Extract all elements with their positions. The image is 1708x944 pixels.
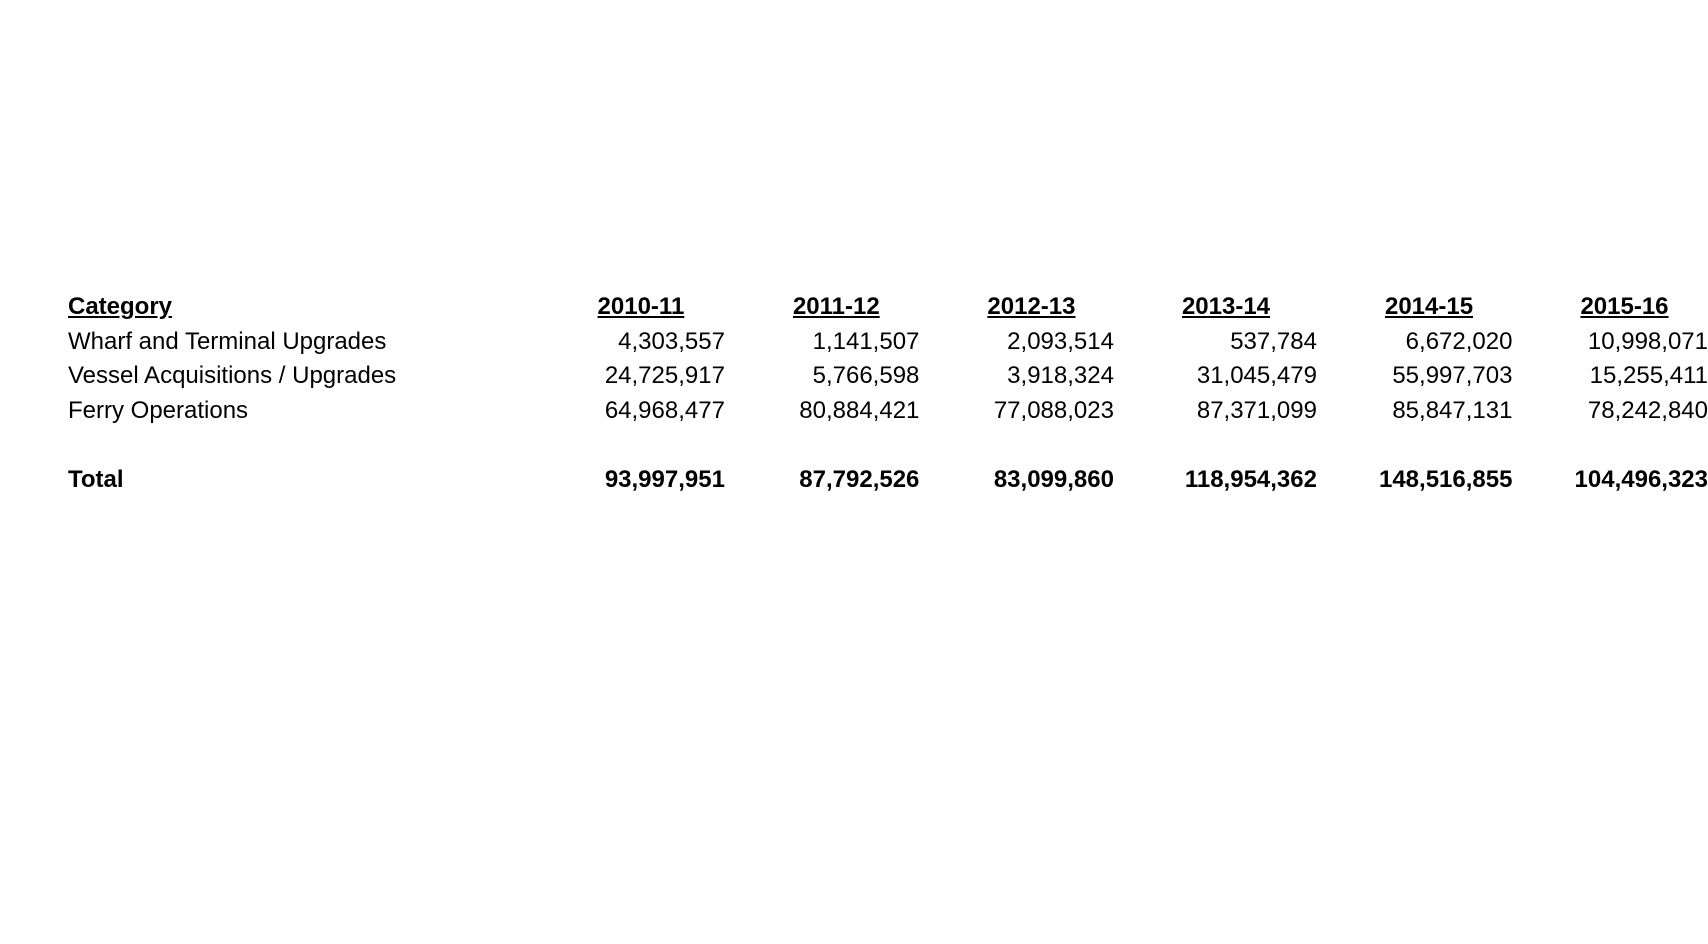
row-category: Vessel Acquisitions / Upgrades: [68, 362, 397, 389]
row-value: 78,242,840: [1587, 396, 1708, 424]
spacer-row: [68, 428, 1708, 463]
row-value: 537,784: [1230, 327, 1317, 355]
row-value: 77,088,023: [993, 396, 1114, 424]
row-value: 85,847,131: [1392, 396, 1513, 424]
row-value: 6,672,020: [1405, 327, 1513, 355]
total-value: 104,496,323: [1574, 466, 1708, 493]
row-value: 55,997,703: [1392, 362, 1513, 389]
row-value: 87,371,099: [1196, 396, 1317, 424]
header-year: 2015-16: [1580, 293, 1669, 320]
total-value: 93,997,951: [604, 466, 725, 493]
row-value: 64,968,477: [604, 396, 725, 424]
header-year: 2014-15: [1384, 293, 1474, 320]
row-value: 24,725,917: [604, 362, 725, 389]
row-value: 80,884,421: [799, 396, 920, 424]
row-value: 15,255,411: [1589, 362, 1708, 389]
total-label: Total: [68, 466, 124, 493]
row-value: 4,303,557: [618, 327, 725, 355]
table-row: [68, 325, 1708, 360]
table-row: [68, 394, 1708, 429]
row-category: Ferry Operations: [68, 396, 249, 424]
total-value: 148,516,855: [1378, 466, 1513, 493]
total-value: 118,954,362: [1184, 466, 1317, 493]
row-value: 3,918,324: [1007, 362, 1114, 389]
row-value: 10,998,071: [1587, 327, 1708, 355]
header-year: 2011-12: [792, 293, 880, 320]
row-value: 1,141,507: [812, 327, 920, 355]
header-year: 2013-14: [1181, 293, 1271, 320]
header-year: 2010-11: [597, 293, 685, 320]
header-category: Category: [68, 293, 173, 320]
header-year: 2012-13: [987, 293, 1076, 320]
row-category: Wharf and Terminal Upgrades: [68, 327, 387, 355]
row-value: 31,045,479: [1196, 362, 1317, 389]
table-row: [68, 359, 1708, 394]
budget-table-container: [68, 290, 1708, 498]
row-value: 2,093,514: [1007, 327, 1114, 355]
row-value: 5,766,598: [812, 362, 920, 389]
header-row: [68, 290, 1708, 325]
total-row: [68, 463, 1708, 498]
total-value: 87,792,526: [799, 466, 920, 493]
budget-table: [68, 290, 1708, 498]
total-value: 83,099,860: [993, 466, 1114, 493]
